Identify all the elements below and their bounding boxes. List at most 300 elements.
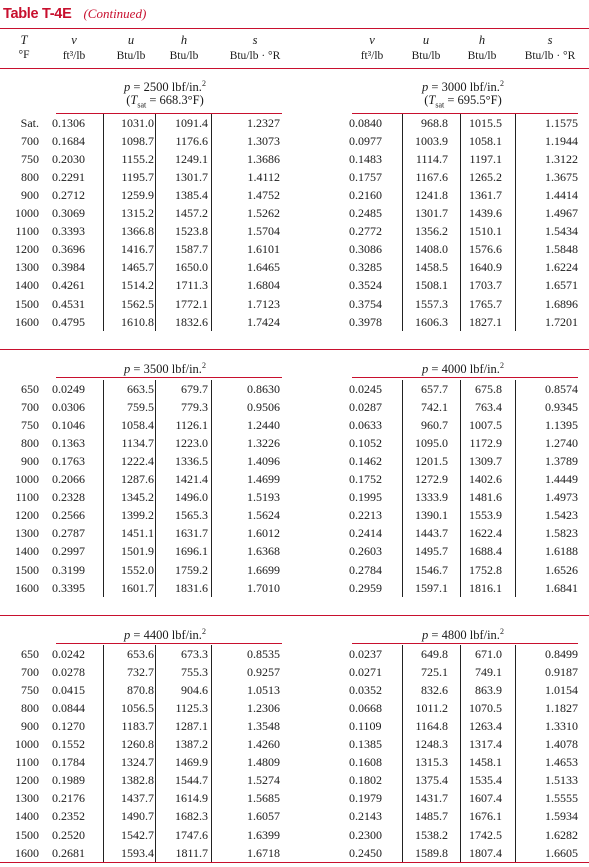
value-cell-right: 1538.2 bbox=[415, 827, 448, 842]
value-cell-right: 1.5434 bbox=[545, 224, 578, 239]
value-cell-right: 0.1802 bbox=[349, 773, 382, 788]
value-cell-right: 1481.6 bbox=[469, 490, 502, 505]
value-cell-right: 1.4653 bbox=[545, 755, 578, 770]
value-cell-right: 0.3086 bbox=[349, 242, 382, 257]
temperature-cell: 1600 bbox=[15, 314, 39, 329]
value-cell-left: 1601.7 bbox=[121, 580, 154, 595]
value-cell-left: 732.7 bbox=[127, 665, 154, 680]
value-cell-right: 0.1109 bbox=[349, 719, 382, 734]
value-cell-right: 1495.7 bbox=[415, 544, 448, 559]
col-header-left-h-symbol: h bbox=[180, 33, 188, 47]
value-cell-right: 0.3754 bbox=[349, 296, 382, 311]
value-cell-left: 1614.9 bbox=[175, 791, 208, 806]
col-header-left-s-unit: Btu/lb · °R bbox=[229, 50, 281, 62]
value-cell-left: 1125.3 bbox=[175, 701, 208, 716]
value-cell-right: 0.1979 bbox=[349, 791, 382, 806]
value-cell-right: 968.8 bbox=[421, 116, 448, 130]
value-cell-left: 0.9257 bbox=[247, 665, 280, 680]
value-cell-left: 0.9506 bbox=[247, 400, 280, 415]
value-cell-right: 1.4967 bbox=[545, 206, 578, 221]
value-cell-left: 1.7010 bbox=[247, 580, 280, 595]
temperature-cell: 1300 bbox=[15, 526, 39, 541]
value-cell-right: 0.2160 bbox=[349, 188, 382, 203]
value-cell-left: 1.3686 bbox=[247, 152, 280, 167]
right-tsat-label: $(T_{sat} = 695.5^\circ F)$ bbox=[424, 93, 502, 110]
value-cell-left: 1056.5 bbox=[121, 701, 154, 716]
value-cell-left: 1.6718 bbox=[247, 845, 280, 860]
value-cell-left: 1.4112 bbox=[247, 170, 280, 185]
value-cell-left: 759.5 bbox=[127, 400, 154, 415]
value-cell-left: 0.1989 bbox=[52, 773, 85, 788]
value-cell-left: 1650.0 bbox=[175, 260, 208, 275]
value-cell-right: 1241.8 bbox=[415, 188, 448, 203]
value-cell-right: 0.2414 bbox=[349, 526, 382, 541]
value-cell-left: 1.4752 bbox=[247, 188, 280, 203]
value-cell-right: 1309.7 bbox=[469, 454, 502, 469]
value-cell-right: 1.5133 bbox=[545, 773, 578, 788]
value-cell-right: 1.6526 bbox=[545, 562, 578, 577]
value-cell-right: 0.2603 bbox=[349, 544, 382, 559]
value-cell-right: 0.0840 bbox=[349, 116, 382, 130]
value-cell-left: 1.7424 bbox=[247, 314, 280, 329]
value-cell-left: 1469.9 bbox=[175, 755, 208, 770]
value-cell-right: 0.0245 bbox=[349, 382, 382, 396]
value-cell-left: 1811.7 bbox=[175, 845, 208, 860]
value-cell-right: 1402.6 bbox=[469, 472, 502, 487]
value-cell-right: 1622.4 bbox=[469, 526, 502, 541]
value-cell-left: 1552.0 bbox=[121, 562, 154, 577]
value-cell-right: 1576.6 bbox=[469, 242, 502, 257]
value-cell-left: 1.6804 bbox=[247, 278, 280, 293]
value-cell-right: 1.3122 bbox=[545, 152, 578, 167]
value-cell-right: 649.8 bbox=[421, 647, 448, 661]
value-cell-left: 1.4096 bbox=[247, 454, 280, 469]
value-cell-left: 1176.6 bbox=[175, 134, 208, 149]
value-cell-left: 1831.6 bbox=[175, 580, 208, 595]
value-cell-left: 0.1046 bbox=[52, 418, 85, 433]
temperature-cell: 900 bbox=[21, 719, 39, 734]
value-cell-right: 1807.4 bbox=[469, 845, 502, 860]
temperature-cell: 800 bbox=[21, 701, 39, 716]
value-cell-left: 1287.6 bbox=[121, 472, 154, 487]
value-cell-right: 0.3978 bbox=[349, 314, 382, 329]
value-cell-left: 0.0278 bbox=[52, 665, 85, 680]
value-cell-right: 0.8499 bbox=[545, 647, 578, 661]
value-cell-right: 1272.9 bbox=[415, 472, 448, 487]
temperature-cell: 1100 bbox=[15, 755, 39, 770]
value-cell-right: 1.3675 bbox=[545, 170, 578, 185]
value-cell-left: 1301.7 bbox=[175, 170, 208, 185]
value-cell-left: 1.6012 bbox=[247, 526, 280, 541]
temperature-cell: 750 bbox=[21, 683, 39, 698]
col-header-left-u-unit: Btu/lb bbox=[116, 50, 146, 62]
value-cell-left: 1.5274 bbox=[247, 773, 280, 788]
value-cell-left: 1155.2 bbox=[121, 152, 154, 167]
value-cell-left: 1759.2 bbox=[175, 562, 208, 577]
value-cell-right: 1827.1 bbox=[469, 314, 502, 329]
value-cell-left: 1514.2 bbox=[121, 278, 154, 293]
temperature-cell: 1400 bbox=[15, 278, 39, 293]
temperature-cell: 650 bbox=[21, 647, 39, 661]
value-cell-right: 1.6841 bbox=[545, 580, 578, 595]
value-cell-left: 1366.8 bbox=[121, 224, 154, 239]
value-cell-left: 0.1363 bbox=[52, 436, 85, 451]
value-cell-left: 1098.7 bbox=[121, 134, 154, 149]
value-cell-right: 1.5934 bbox=[545, 809, 578, 824]
value-cell-left: 0.1763 bbox=[52, 454, 85, 469]
value-cell-right: 0.0977 bbox=[349, 134, 382, 149]
value-cell-right: 1589.8 bbox=[415, 845, 448, 860]
value-cell-right: 1058.1 bbox=[469, 134, 502, 149]
value-cell-left: 1631.7 bbox=[175, 526, 208, 541]
value-cell-right: 1408.0 bbox=[415, 242, 448, 257]
value-cell-right: 1015.5 bbox=[469, 116, 502, 130]
value-cell-right: 1742.5 bbox=[469, 827, 502, 842]
value-cell-right: 0.1757 bbox=[349, 170, 382, 185]
value-cell-left: 0.4795 bbox=[52, 314, 85, 329]
col-header-left-h-unit: Btu/lb bbox=[169, 50, 199, 62]
value-cell-right: 1597.1 bbox=[415, 580, 448, 595]
value-cell-right: 0.1052 bbox=[349, 436, 382, 451]
value-cell-left: 0.1784 bbox=[52, 755, 85, 770]
value-cell-left: 1345.2 bbox=[121, 490, 154, 505]
value-cell-right: 725.1 bbox=[421, 665, 448, 680]
value-cell-left: 0.2291 bbox=[52, 170, 85, 185]
value-cell-right: 671.0 bbox=[475, 647, 502, 661]
temperature-cell: 1200 bbox=[15, 508, 39, 523]
value-cell-left: 1501.9 bbox=[121, 544, 154, 559]
temperature-cell: 800 bbox=[21, 170, 39, 185]
value-cell-right: 1.5423 bbox=[545, 508, 578, 523]
left-pressure-underline bbox=[56, 643, 282, 644]
value-cell-right: 1317.4 bbox=[469, 737, 502, 752]
value-cell-right: 1003.9 bbox=[415, 134, 448, 149]
temperature-cell: 700 bbox=[21, 400, 39, 415]
value-cell-left: 1126.1 bbox=[175, 418, 208, 433]
value-cell-left: 1.3226 bbox=[247, 436, 280, 451]
value-cell-left: 1336.5 bbox=[175, 454, 208, 469]
value-cell-right: 0.0271 bbox=[349, 665, 382, 680]
value-cell-left: 870.8 bbox=[127, 683, 154, 698]
value-cell-right: 1557.3 bbox=[415, 296, 448, 311]
table-number: Table T-4E bbox=[3, 6, 72, 22]
value-cell-right: 1.5848 bbox=[545, 242, 578, 257]
right-pressure-label: p = 4000 lbf/in.$^2$ bbox=[422, 361, 504, 377]
value-cell-left: 0.1552 bbox=[52, 737, 85, 752]
value-cell-right: 1535.4 bbox=[469, 773, 502, 788]
left-pressure-label: p = 4400 lbf/in.$^2$ bbox=[124, 627, 206, 643]
value-cell-right: 1007.5 bbox=[469, 418, 502, 433]
value-cell-right: 0.2300 bbox=[349, 827, 382, 842]
value-cell-right: 0.1483 bbox=[349, 152, 382, 167]
temperature-cell: 750 bbox=[21, 152, 39, 167]
value-cell-right: 1510.1 bbox=[469, 224, 502, 239]
value-cell-left: 1.2440 bbox=[247, 418, 280, 433]
value-cell-left: 0.8535 bbox=[247, 647, 280, 661]
col-header-right-u-unit: Btu/lb bbox=[411, 50, 441, 62]
value-cell-left: 673.3 bbox=[181, 647, 208, 661]
value-cell-right: 1315.3 bbox=[415, 755, 448, 770]
value-cell-right: 1.1395 bbox=[545, 418, 578, 433]
value-cell-left: 0.0306 bbox=[52, 400, 85, 415]
value-cell-left: 1711.3 bbox=[175, 278, 208, 293]
value-cell-right: 1.6224 bbox=[545, 260, 578, 275]
value-cell-right: 1.7201 bbox=[545, 314, 578, 329]
value-cell-right: 1676.1 bbox=[469, 809, 502, 824]
value-cell-right: 0.2772 bbox=[349, 224, 382, 239]
left-tsat-label: $(T_{sat} = 668.3^\circ F)$ bbox=[126, 93, 204, 110]
value-cell-right: 0.3524 bbox=[349, 278, 382, 293]
temperature-cell: 1000 bbox=[15, 737, 39, 752]
value-cell-left: 1496.0 bbox=[175, 490, 208, 505]
value-cell-right: 1356.2 bbox=[415, 224, 448, 239]
temperature-cell: 900 bbox=[21, 188, 39, 203]
value-cell-right: 0.0352 bbox=[349, 683, 382, 698]
value-cell-left: 1437.7 bbox=[121, 791, 154, 806]
value-cell-left: 1772.1 bbox=[175, 296, 208, 311]
value-cell-right: 1607.4 bbox=[469, 791, 502, 806]
value-cell-left: 1315.2 bbox=[121, 206, 154, 221]
value-cell-right: 763.4 bbox=[475, 400, 502, 415]
temperature-cell: 1400 bbox=[15, 809, 39, 824]
value-cell-left: 0.1306 bbox=[52, 116, 85, 130]
value-cell-right: 1.4973 bbox=[545, 490, 578, 505]
value-cell-left: 0.2030 bbox=[52, 152, 85, 167]
value-cell-right: 1752.8 bbox=[469, 562, 502, 577]
value-cell-right: 1.1575 bbox=[545, 116, 578, 130]
value-cell-right: 1606.3 bbox=[415, 314, 448, 329]
value-cell-left: 1544.7 bbox=[175, 773, 208, 788]
value-cell-left: 679.7 bbox=[181, 382, 208, 396]
value-cell-right: 1816.1 bbox=[469, 580, 502, 595]
value-cell-left: 1416.7 bbox=[121, 242, 154, 257]
temperature-cell: 1300 bbox=[15, 791, 39, 806]
value-cell-right: 1.5823 bbox=[545, 526, 578, 541]
temperature-cell: 1100 bbox=[15, 224, 39, 239]
temperature-cell: 900 bbox=[21, 454, 39, 469]
temperature-cell: 1500 bbox=[15, 562, 39, 577]
value-cell-right: 1167.6 bbox=[415, 170, 448, 185]
value-cell-left: 0.1270 bbox=[52, 719, 85, 734]
col-header-left-u-symbol: u bbox=[127, 33, 135, 47]
value-cell-left: 663.5 bbox=[127, 382, 154, 396]
value-cell-right: 1.1827 bbox=[545, 701, 578, 716]
value-cell-right: 1.6188 bbox=[545, 544, 578, 559]
value-cell-left: 0.2787 bbox=[52, 526, 85, 541]
value-cell-left: 0.8630 bbox=[247, 382, 280, 396]
value-cell-left: 0.3069 bbox=[52, 206, 85, 221]
value-cell-right: 0.1608 bbox=[349, 755, 382, 770]
value-cell-right: 0.2784 bbox=[349, 562, 382, 577]
value-cell-right: 1553.9 bbox=[469, 508, 502, 523]
block-separator-rule bbox=[0, 615, 589, 616]
value-cell-left: 1195.7 bbox=[121, 170, 154, 185]
value-cell-left: 1.4260 bbox=[247, 737, 280, 752]
value-cell-right: 1508.1 bbox=[415, 278, 448, 293]
value-cell-left: 1183.7 bbox=[121, 719, 154, 734]
value-cell-left: 0.3696 bbox=[52, 242, 85, 257]
col-header-right-h-unit: Btu/lb bbox=[467, 50, 497, 62]
right-pressure-label: p = 4800 lbf/in.$^2$ bbox=[422, 627, 504, 643]
col-header-right-s-unit: Btu/lb · °R bbox=[524, 50, 576, 62]
temperature-cell: 1500 bbox=[15, 296, 39, 311]
value-cell-right: 1201.5 bbox=[415, 454, 448, 469]
value-cell-left: 1259.9 bbox=[121, 188, 154, 203]
value-cell-right: 0.2143 bbox=[349, 809, 382, 824]
value-cell-left: 1385.4 bbox=[175, 188, 208, 203]
value-cell-right: 1301.7 bbox=[415, 206, 448, 221]
value-cell-left: 1031.0 bbox=[121, 116, 154, 130]
value-cell-right: 0.1995 bbox=[349, 490, 382, 505]
value-cell-right: 1439.6 bbox=[469, 206, 502, 221]
value-cell-right: 1248.3 bbox=[415, 737, 448, 752]
value-cell-right: 0.9187 bbox=[545, 665, 578, 680]
value-cell-right: 1703.7 bbox=[469, 278, 502, 293]
value-cell-right: 1011.2 bbox=[415, 701, 448, 716]
col-header-right-s-symbol: s bbox=[547, 33, 553, 47]
value-cell-right: 1333.9 bbox=[415, 490, 448, 505]
value-cell-left: 1.2306 bbox=[247, 701, 280, 716]
value-cell-right: 1.4449 bbox=[545, 472, 578, 487]
value-cell-right: 1114.7 bbox=[415, 152, 448, 167]
value-cell-left: 1.6399 bbox=[247, 827, 280, 842]
value-cell-left: 0.2520 bbox=[52, 827, 85, 842]
value-cell-left: 1.6057 bbox=[247, 809, 280, 824]
left-pressure-label: p = 2500 lbf/in.$^2$ bbox=[124, 79, 206, 95]
value-cell-left: 1610.8 bbox=[121, 314, 154, 329]
value-cell-left: 0.0249 bbox=[52, 382, 85, 396]
temperature-cell: 650 bbox=[21, 382, 39, 396]
value-cell-right: 749.1 bbox=[475, 665, 502, 680]
temperature-cell: 1500 bbox=[15, 827, 39, 842]
value-cell-left: 1451.1 bbox=[121, 526, 154, 541]
value-cell-right: 1640.9 bbox=[469, 260, 502, 275]
temperature-cell: 700 bbox=[21, 665, 39, 680]
value-cell-left: 1324.7 bbox=[121, 755, 154, 770]
value-cell-left: 1260.8 bbox=[121, 737, 154, 752]
value-cell-right: 1.4414 bbox=[545, 188, 578, 203]
temperature-cell: 1000 bbox=[15, 206, 39, 221]
value-cell-left: 1.4809 bbox=[247, 755, 280, 770]
value-cell-left: 1.7123 bbox=[247, 296, 280, 311]
value-cell-left: 1223.0 bbox=[175, 436, 208, 451]
col-header-T-unit: °F bbox=[18, 49, 30, 61]
value-cell-right: 1.6896 bbox=[545, 296, 578, 311]
value-cell-left: 1542.7 bbox=[121, 827, 154, 842]
value-cell-left: 653.6 bbox=[127, 647, 154, 661]
value-cell-left: 1399.2 bbox=[121, 508, 154, 523]
value-cell-right: 1.4078 bbox=[545, 737, 578, 752]
temperature-cell: 750 bbox=[21, 418, 39, 433]
value-cell-right: 960.7 bbox=[421, 418, 448, 433]
temperature-cell: 1300 bbox=[15, 260, 39, 275]
value-cell-left: 0.4261 bbox=[52, 278, 85, 293]
value-cell-right: 1458.1 bbox=[469, 755, 502, 770]
value-cell-left: 1091.4 bbox=[175, 116, 208, 130]
value-cell-right: 1765.7 bbox=[469, 296, 502, 311]
temperature-cell: 1100 bbox=[15, 490, 39, 505]
value-cell-right: 1070.5 bbox=[469, 701, 502, 716]
value-cell-right: 863.9 bbox=[475, 683, 502, 698]
value-cell-left: 1387.2 bbox=[175, 737, 208, 752]
value-cell-left: 1287.1 bbox=[175, 719, 208, 734]
value-cell-left: 0.1684 bbox=[52, 134, 85, 149]
value-cell-left: 0.3984 bbox=[52, 260, 85, 275]
value-cell-left: 1747.6 bbox=[175, 827, 208, 842]
value-cell-left: 1562.5 bbox=[121, 296, 154, 311]
value-cell-right: 1431.7 bbox=[415, 791, 448, 806]
value-cell-left: 0.2566 bbox=[52, 508, 85, 523]
value-cell-right: 0.0668 bbox=[349, 701, 382, 716]
value-cell-right: 0.2485 bbox=[349, 206, 382, 221]
value-cell-right: 1443.7 bbox=[415, 526, 448, 541]
value-cell-right: 1.6571 bbox=[545, 278, 578, 293]
value-cell-right: 832.6 bbox=[421, 683, 448, 698]
table-continued-note: (Continued) bbox=[83, 6, 147, 21]
value-cell-right: 0.2213 bbox=[349, 508, 382, 523]
value-cell-left: 1.2327 bbox=[247, 116, 280, 130]
value-cell-left: 1457.2 bbox=[175, 206, 208, 221]
value-cell-left: 1.6465 bbox=[247, 260, 280, 275]
bottom-rule bbox=[0, 862, 589, 863]
value-cell-left: 1.6368 bbox=[247, 544, 280, 559]
value-cell-right: 1.5555 bbox=[545, 791, 578, 806]
col-header-left-v-unit: ft³/lb bbox=[62, 50, 86, 62]
value-cell-left: 0.2176 bbox=[52, 791, 85, 806]
temperature-cell: 700 bbox=[21, 134, 39, 149]
value-cell-left: 779.3 bbox=[181, 400, 208, 415]
value-cell-left: 1.3548 bbox=[247, 719, 280, 734]
temperature-cell: 1600 bbox=[15, 580, 39, 595]
value-cell-right: 0.8574 bbox=[545, 382, 578, 396]
value-cell-left: 1490.7 bbox=[121, 809, 154, 824]
value-cell-right: 675.8 bbox=[475, 382, 502, 396]
value-cell-right: 1265.2 bbox=[469, 170, 502, 185]
value-cell-right: 1263.4 bbox=[469, 719, 502, 734]
value-cell-right: 0.0237 bbox=[349, 647, 382, 661]
col-header-right-v-unit: ft³/lb bbox=[360, 50, 384, 62]
value-cell-left: 0.0415 bbox=[52, 683, 85, 698]
value-cell-right: 0.0633 bbox=[349, 418, 382, 433]
col-header-right-v-symbol: v bbox=[369, 33, 375, 47]
value-cell-left: 0.2066 bbox=[52, 472, 85, 487]
temperature-cell: Sat. bbox=[20, 116, 39, 130]
value-cell-left: 1249.1 bbox=[175, 152, 208, 167]
col-header-right-u-symbol: u bbox=[422, 33, 430, 47]
value-cell-left: 1.0513 bbox=[247, 683, 280, 698]
value-cell-right: 1197.1 bbox=[469, 152, 502, 167]
value-cell-left: 1523.8 bbox=[175, 224, 208, 239]
value-cell-left: 1587.7 bbox=[175, 242, 208, 257]
value-cell-right: 1546.7 bbox=[415, 562, 448, 577]
value-cell-left: 1134.7 bbox=[121, 436, 154, 451]
value-cell-left: 0.0844 bbox=[52, 701, 85, 716]
col-header-T-symbol: T bbox=[20, 33, 28, 47]
temperature-cell: 1600 bbox=[15, 845, 39, 860]
value-cell-left: 0.3393 bbox=[52, 224, 85, 239]
value-cell-right: 1.2740 bbox=[545, 436, 578, 451]
value-cell-left: 1.5685 bbox=[247, 791, 280, 806]
value-cell-right: 1458.5 bbox=[415, 260, 448, 275]
value-cell-right: 0.3285 bbox=[349, 260, 382, 275]
temperature-cell: 1200 bbox=[15, 242, 39, 257]
left-pressure-label: p = 3500 lbf/in.$^2$ bbox=[124, 361, 206, 377]
value-cell-left: 0.2681 bbox=[52, 845, 85, 860]
value-cell-right: 1172.9 bbox=[469, 436, 502, 451]
value-cell-left: 904.6 bbox=[181, 683, 208, 698]
value-cell-right: 1.6605 bbox=[545, 845, 578, 860]
right-pressure-label: p = 3000 lbf/in.$^2$ bbox=[422, 79, 504, 95]
